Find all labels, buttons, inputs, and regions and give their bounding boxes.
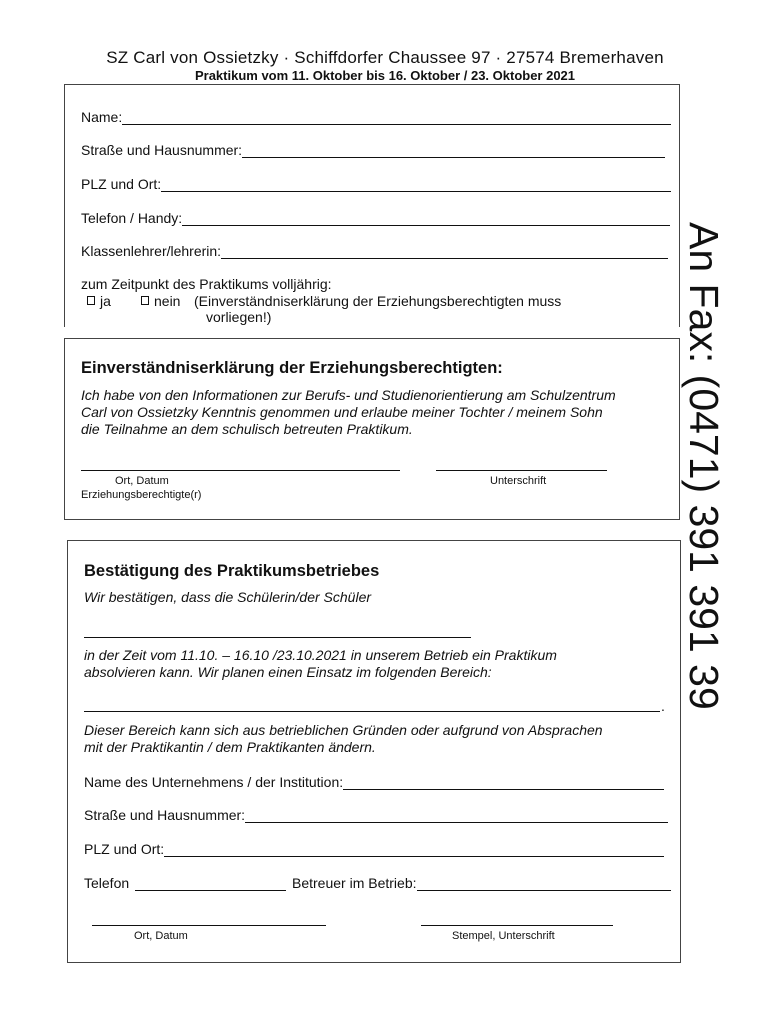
phone-label: Telefon / Handy: — [81, 210, 183, 226]
street-field[interactable] — [81, 142, 665, 158]
student-name-line[interactable] — [84, 637, 471, 638]
teacher-field[interactable] — [81, 243, 668, 259]
student-info-section — [64, 84, 680, 327]
street-label: Straße und Hausnummer: — [81, 142, 243, 158]
fax-number-text: An Fax: (0471) 391 391 39 — [681, 222, 727, 710]
consent-title: Einverständniserklärung der Erziehungsberechtigten: — [81, 359, 503, 377]
company-city-label: PLZ und Ort: — [84, 841, 165, 857]
company-street-label: Straße und Hausnummer: — [84, 807, 246, 823]
name-label: Name: — [81, 109, 123, 125]
company-note-line1: Dieser Bereich kann sich aus betrieblichen Gründen oder aufgrund von Absprachen — [84, 722, 603, 738]
company-street-field[interactable] — [84, 807, 668, 823]
consent-text-line2: Carl von Ossietzky Kenntnis genommen und erlaube meiner Tochter / meinem Sohn — [81, 404, 603, 420]
company-city-input-line[interactable] — [164, 843, 664, 857]
supervisor-input-line[interactable] — [417, 877, 672, 891]
area-end-dot: . — [661, 698, 665, 714]
city-input-line[interactable] — [161, 178, 671, 192]
company-confirm-text: Wir bestätigen, dass die Schülerin/der Schüler — [84, 589, 372, 605]
company-place-date-label: Ort, Datum — [134, 930, 188, 942]
company-stamp-signature-line[interactable] — [421, 925, 613, 926]
phone-input-line[interactable] — [182, 212, 670, 226]
company-period-line2: absolvieren kann. Wir planen einen Einsatz im folgenden Bereich: — [84, 664, 492, 680]
street-input-line[interactable] — [242, 144, 665, 158]
teacher-label: Klassenlehrer/lehrerin: — [81, 243, 222, 259]
phone-field[interactable] — [81, 210, 670, 226]
company-name-label: Name des Unternehmens / der Institution: — [84, 774, 344, 790]
company-city-field[interactable] — [84, 841, 664, 857]
company-name-field[interactable] — [84, 774, 664, 790]
city-label: PLZ und Ort: — [81, 176, 162, 192]
company-confirmation-section — [67, 540, 681, 963]
consent-note-line1: (Einverständniserklärung der Erziehungsberechtigten muss — [194, 293, 562, 309]
company-place-date-line[interactable] — [92, 925, 326, 926]
name-field[interactable] — [81, 109, 671, 125]
supervisor-label: Betreuer im Betrieb: — [292, 875, 417, 891]
option-no[interactable] — [141, 293, 180, 310]
guardian-signature-line[interactable] — [436, 470, 607, 471]
guardian-place-date-line[interactable] — [81, 470, 400, 471]
company-note-line2: mit der Praktikantin / dem Praktikanten ändern. — [84, 739, 376, 755]
option-yes[interactable] — [87, 293, 111, 310]
consent-note-line2: vorliegen!) — [206, 309, 272, 325]
teacher-input-line[interactable] — [221, 245, 668, 259]
consent-text-line3: die Teilnahme an dem schulisch betreuten Praktikum. — [81, 421, 413, 437]
company-period-line1: in der Zeit vom 11.10. – 16.10 /23.10.2021 in unserem Betrieb ein Praktikum — [84, 647, 557, 663]
guardian-signature-label: Unterschrift — [490, 475, 547, 487]
company-phone-label: Telefon — [84, 875, 130, 891]
city-field[interactable] — [81, 176, 671, 192]
school-address-header: SZ Carl von Ossietzky · Schiffdorfer Chaussee 97 · 27574 Bremerhaven — [106, 48, 664, 67]
option-no-label: nein — [154, 293, 181, 309]
fax-number-vertical — [676, 222, 728, 710]
supervisor-field[interactable] — [292, 875, 671, 891]
company-stamp-signature-label: Stempel, Unterschrift — [452, 930, 555, 942]
company-phone-input-line[interactable] — [135, 877, 286, 891]
company-name-input-line[interactable] — [343, 776, 664, 790]
checkbox-no[interactable] — [141, 296, 149, 305]
option-yes-label: ja — [100, 293, 111, 309]
checkbox-yes[interactable] — [87, 296, 95, 305]
adult-question: zum Zeitpunkt des Praktikums volljährig: — [81, 276, 332, 292]
guardian-label: Erziehungsberechtigte(r) — [81, 489, 202, 501]
guardian-consent-section — [64, 338, 680, 520]
area-input-line[interactable] — [84, 711, 660, 712]
company-phone-field[interactable] — [84, 875, 286, 891]
name-input-line[interactable] — [122, 111, 671, 125]
guardian-place-date-label: Ort, Datum — [115, 475, 169, 487]
company-street-input-line[interactable] — [245, 809, 668, 823]
company-title: Bestätigung des Praktikumsbetriebes — [84, 562, 380, 580]
consent-text-line1: Ich habe von den Informationen zur Berufs- und Studienorientierung am Schulzentrum — [81, 387, 616, 403]
internship-period-header: Praktikum vom 11. Oktober bis 16. Oktober / 23. Oktober 2021 — [194, 68, 576, 83]
